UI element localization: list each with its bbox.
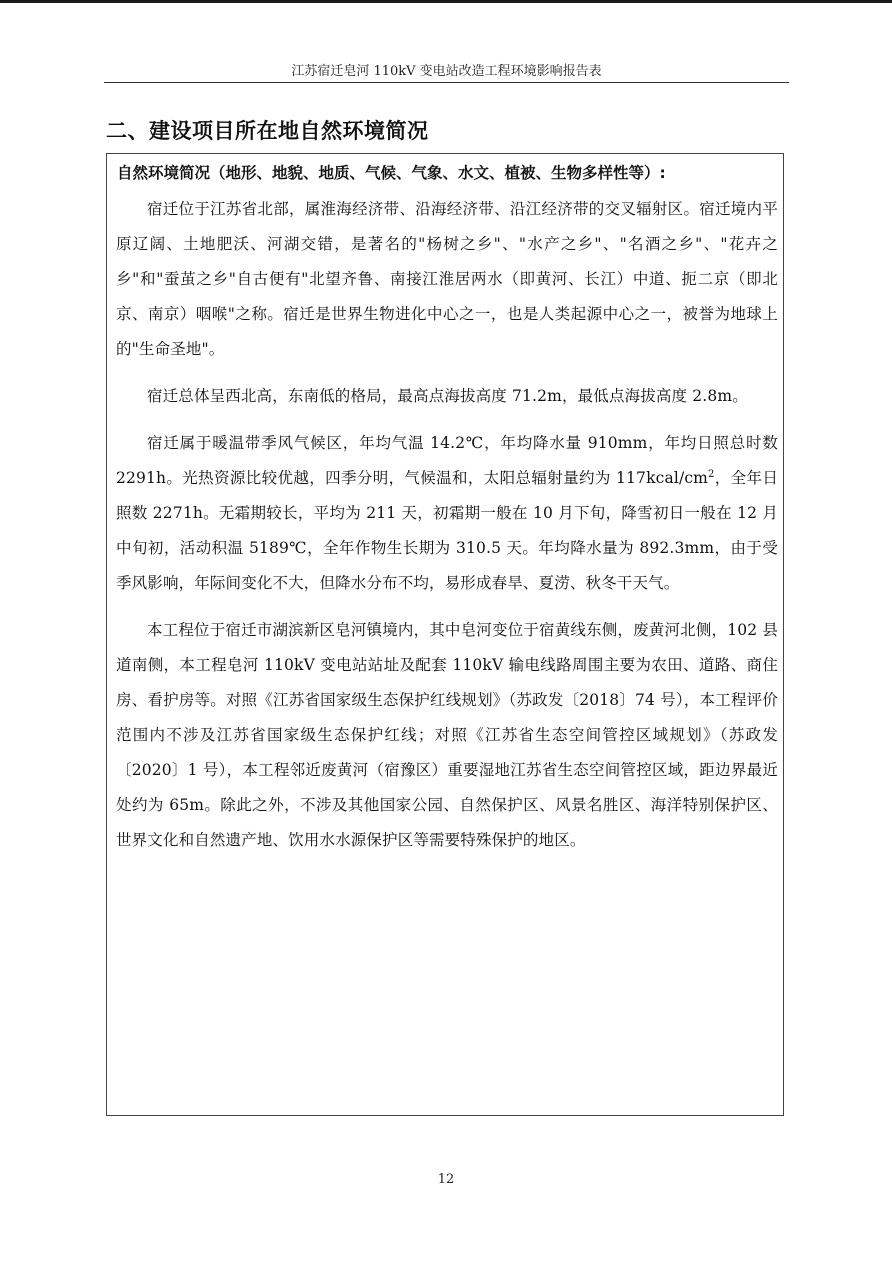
paragraph-project-site: 本工程位于宿迁市湖滨新区皂河镇境内，其中皂河变位于宿黄线东侧，废黄河北侧，102 县道南侧，本工程皂河 110kV 变电站站址及配套 110kV 输电线路周围主要为农田、道路、商住房、看护房等。对照《江苏省国家级生态保护红线规划》（苏政发〔2018〕74 号），本工程评价范围内不涉及江苏省国家级生态保护红线；对照《江苏省生态空间管控区域规划》（苏政发〔2020〕1 号），本工程邻近废黄河（宿豫区）重要湿地江苏省生态空间管控区域，距边界最近处约为 65m。除此之外，不涉及其他国家公园、自然保护区、风景名胜区、海洋特别保护区、世界文化和自然遗产地、饮用水水源保护区等需要特殊保护的地区。 — [116, 621, 778, 849]
content-box — [106, 153, 784, 1116]
paragraph-climate — [116, 426, 778, 601]
paragraph-terrain: 宿迁总体呈西北高，东南低的格局，最高点海拔高度 71.2m，最低点海拔高度 2.8m。 — [147, 387, 748, 405]
box-heading: 自然环境简况（地形、地貌、地质、气候、气象、水文、植被、生物多样性等）: — [117, 164, 666, 182]
section-title: 二、建设项目所在地自然环境简况 — [106, 119, 429, 143]
header-rule — [104, 82, 789, 83]
body-text — [116, 192, 778, 870]
page-top-edge — [0, 0, 892, 3]
climate-text-part-1: 宿迁属于暖温带季风气候区，年均气温 14.2℃，年均降水量 910mm，年均日照总时数 2291h。光热资源比较优越，四季分明，气候温和，太阳总辐射量约为 117kcal/cm — [116, 434, 778, 487]
climate-text-part-2: ，全年日照数 2271h。无霜期较长，平均为 211 天，初霜期一般在 10 月下旬，降雪初日一般在 12 月中旬初，活动积温 5189℃，全年作物生长期为 310.5 天。年均降水量为 892.3mm，由于受季风影响，年际间变化不大，但降水分布不均，易形成春旱、夏涝、秋冬干天气。 — [116, 469, 778, 592]
page-number: 12 — [437, 1172, 455, 1187]
paragraph-location: 宿迁位于江苏省北部，属淮海经济带、沿海经济带、沿江经济带的交叉辐射区。宿迁境内平原辽阔、土地肥沃、河湖交错，是著名的"杨树之乡"、"水产之乡"、"名酒之乡"、"花卉之乡"和"蚕茧之乡"自古便有"北望齐鲁、南接江淮居两水（即黄河、长江）中道、扼二京（即北京、南京）咽喉"之称。宿迁是世界生物进化中心之一，也是人类起源中心之一，被誉为地球上的"生命圣地"。 — [116, 200, 778, 358]
unit-superscript: 2 — [708, 468, 715, 480]
running-header: 江苏宿迁皂河 110kV 变电站改造工程环境影响报告表 — [291, 64, 602, 79]
